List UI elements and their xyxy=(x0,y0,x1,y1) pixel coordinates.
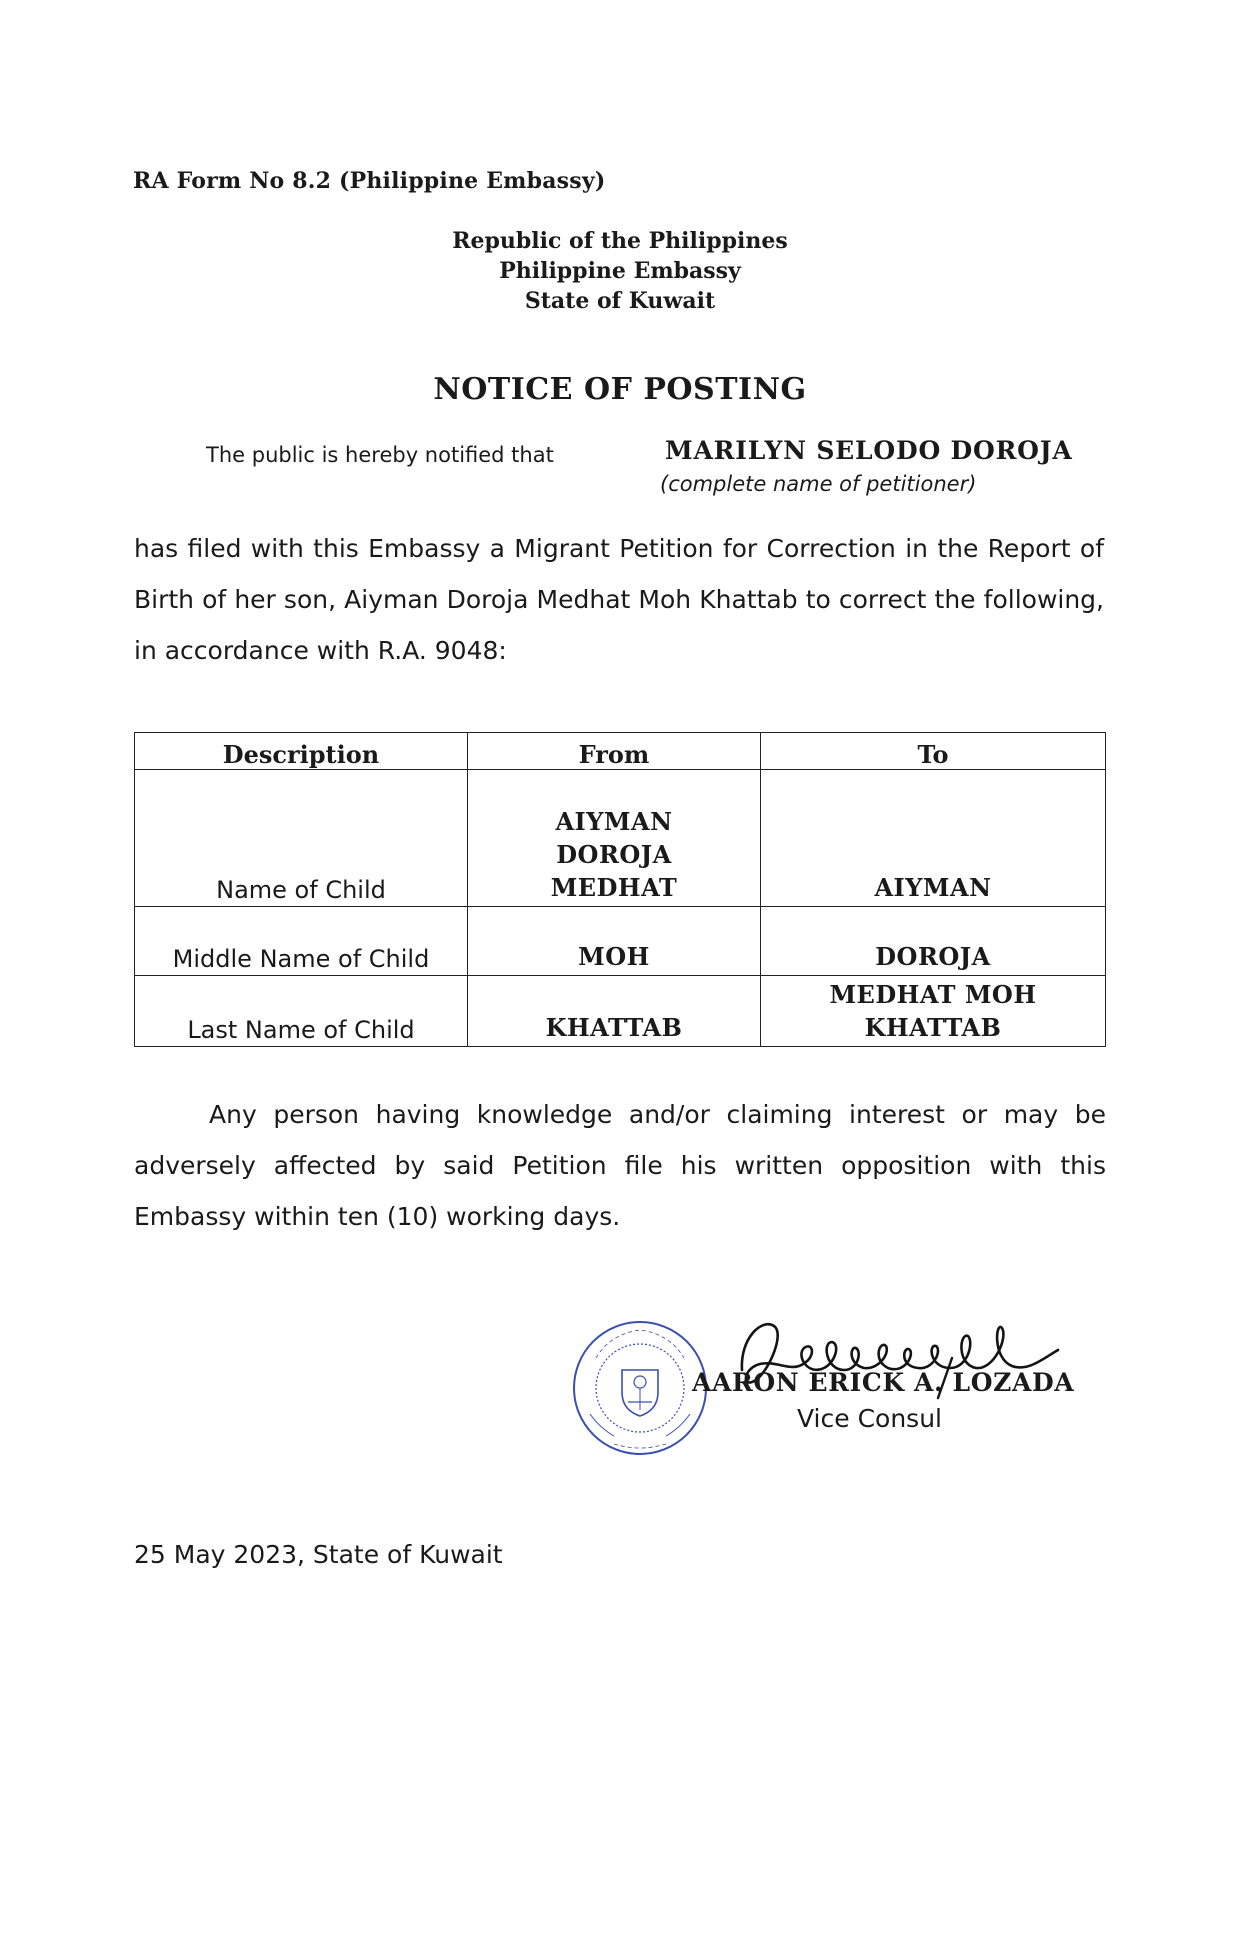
form-number: RA Form No 8.2 (Philippine Embassy) xyxy=(133,168,606,194)
row-to-value xyxy=(761,770,1106,907)
embassy-seal-icon xyxy=(570,1318,710,1458)
to-line: AIYMAN xyxy=(874,873,992,902)
column-header-to: To xyxy=(761,733,1106,770)
table-row xyxy=(135,976,1106,1047)
row-description: Middle Name of Child xyxy=(135,907,468,976)
column-header-description: Description xyxy=(135,733,468,770)
document-title: NOTICE OF POSTING xyxy=(433,372,807,407)
from-line: MOH xyxy=(578,942,650,971)
letterhead xyxy=(380,226,860,316)
row-to-value xyxy=(761,976,1106,1047)
row-from-value xyxy=(468,976,761,1047)
petitioner-caption: (complete name of petitioner) xyxy=(660,472,977,496)
letterhead-line-state: State of Kuwait xyxy=(524,288,716,314)
from-line: MEDHAT xyxy=(550,873,678,902)
signatory-title: Vice Consul xyxy=(797,1404,942,1433)
signatory-name: AARON ERICK A. LOZADA xyxy=(692,1368,1075,1397)
petition-paragraph: has filed with this Embassy a Migrant Petition for Correction in the Report of Birth of her son, Aiyman Doroja Medhat Moh Khattab to correct the following, in accordance with R.A. 9048: xyxy=(134,534,1104,665)
petitioner-name: MARILYN SELODO DOROJA xyxy=(665,436,1073,465)
correction-table xyxy=(134,732,1106,1047)
row-from-value xyxy=(468,907,761,976)
to-line: DOROJA xyxy=(875,942,991,971)
row-description: Name of Child xyxy=(135,770,468,907)
table-row xyxy=(135,770,1106,907)
column-header-from: From xyxy=(468,733,761,770)
letterhead-line-embassy: Philippine Embassy xyxy=(499,258,741,284)
table-row xyxy=(135,907,1106,976)
row-to-value xyxy=(761,907,1106,976)
letterhead-line-republic: Republic of the Philippines xyxy=(452,228,788,254)
from-line: AIYMAN xyxy=(555,807,673,836)
opposition-paragraph: Any person having knowledge and/or claiming interest or may be adversely affected by said Petition file his written opposition with this Embassy within ten (10) working days. xyxy=(134,1100,1106,1231)
row-from-value xyxy=(468,770,761,907)
notice-lead-text: The public is hereby notified that xyxy=(206,443,554,467)
to-line: MEDHAT MOH xyxy=(829,980,1037,1009)
row-description: Last Name of Child xyxy=(135,976,468,1047)
table-header-row xyxy=(135,733,1106,770)
date-and-place: 25 May 2023, State of Kuwait xyxy=(134,1540,503,1569)
from-line: DOROJA xyxy=(556,840,672,869)
to-line: KHATTAB xyxy=(864,1013,1002,1042)
from-line: KHATTAB xyxy=(545,1013,683,1042)
